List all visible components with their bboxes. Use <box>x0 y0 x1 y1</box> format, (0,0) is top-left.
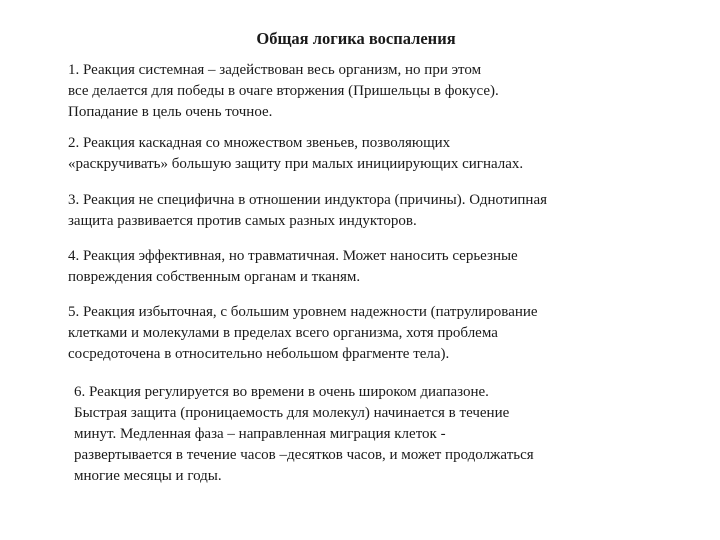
text-line: 2. Реакция каскадная со множеством звеньев, позволяющих <box>68 135 451 151</box>
text-block-1 <box>68 60 644 123</box>
text-block-4 <box>68 246 644 288</box>
text-block-3 <box>68 190 644 232</box>
text-line: повреждения собственным органам и тканям. <box>68 269 361 285</box>
text-line: 6. Реакция регулируется во времени в очень широком диапазоне. <box>74 384 489 400</box>
text-block-2 <box>68 133 644 175</box>
text-line: Быстрая защита (проницаемость для молекул) начинается в течение <box>74 405 510 421</box>
text-line: защита развивается против самых разных индукторов. <box>68 213 417 229</box>
text-line: Попадание в цель очень точное. <box>68 104 273 120</box>
text-line: 4. Реакция эффективная, но травматичная. Может наносить серьезные <box>68 248 518 264</box>
text-block-5 <box>68 302 644 365</box>
text-block-6 <box>74 382 650 487</box>
text-line: многие месяцы и годы. <box>74 468 222 484</box>
text-line: «раскручивать» большую защиту при малых инициирующих сигналах. <box>68 156 524 172</box>
text-line: клетками и молекулами в пределах всего организма, хотя проблема <box>68 325 498 341</box>
text-line: 1. Реакция системная – задействован весь организм, но при этом <box>68 62 482 78</box>
text-line: 3. Реакция не специфична в отношении индуктора (причины). Однотипная <box>68 192 548 208</box>
text-line: 5. Реакция избыточная, с большим уровнем надежности (патрулирование <box>68 304 538 320</box>
text-line: сосредоточена в относительно небольшом фрагменте тела). <box>68 346 450 362</box>
text-line: развертывается в течение часов –десятков часов, и может продолжаться <box>74 447 534 463</box>
text-line: все делается для победы в очаге вторжения (Пришельцы в фокусе). <box>68 83 499 99</box>
page-title: Общая логика воспаления <box>256 29 456 48</box>
text-line: минут. Медленная фаза – направленная миграция клеток - <box>74 426 446 442</box>
